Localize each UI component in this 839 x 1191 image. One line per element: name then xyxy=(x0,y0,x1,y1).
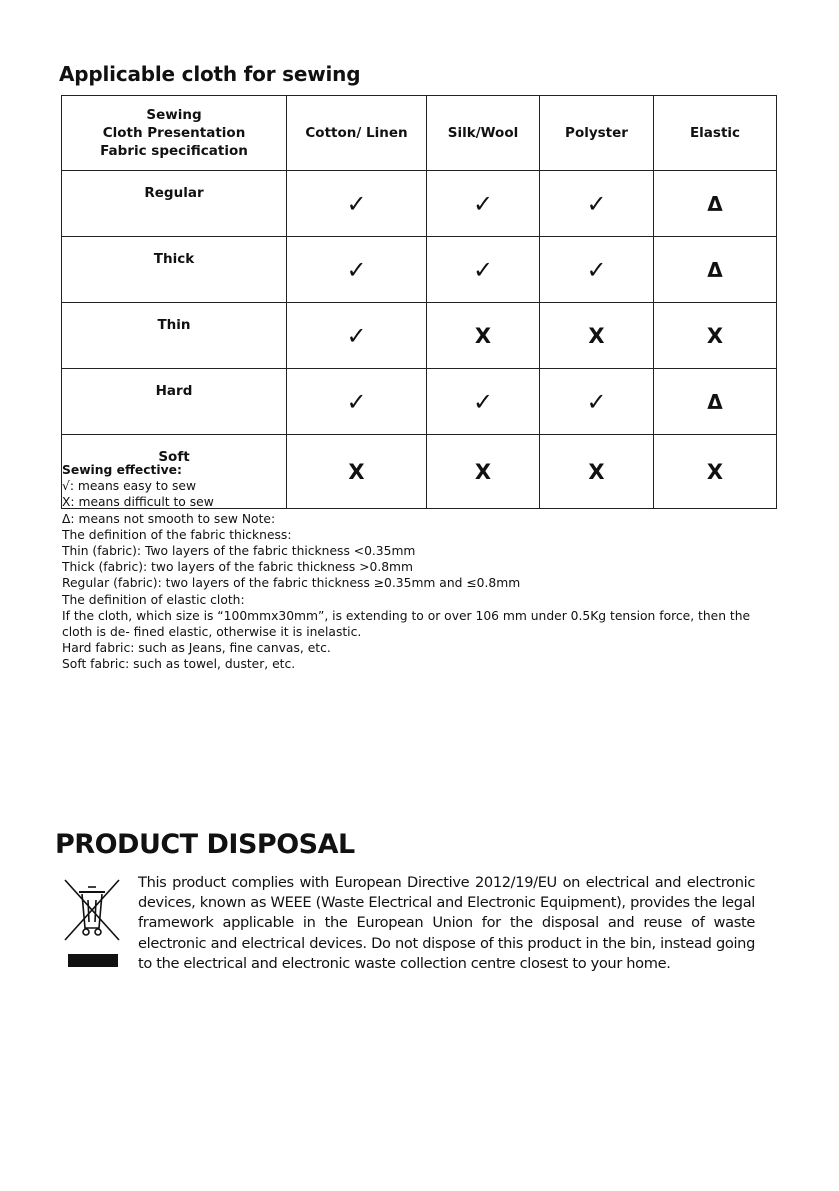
legend-line: The definition of the fabric thickness: xyxy=(62,527,292,542)
cross-mark-icon: X xyxy=(706,459,724,484)
cross-mark-icon: X xyxy=(474,459,492,484)
mark-cell xyxy=(427,303,540,369)
column-header: Cotton/ Linen xyxy=(287,96,427,171)
mark-cell xyxy=(654,303,777,369)
cross-mark-icon: X xyxy=(588,323,605,348)
row-label: Soft xyxy=(62,435,287,509)
row-label: Regular xyxy=(62,171,287,237)
disposal-text: This product complies with European Directive 2012/19/EU on electrical and electronic devices, known as WEEE (Waste Electrical and Electronic Equipment), provides the legal framework applicable in the European Union for the disposal and reuse of waste electronic and electrical devices. Do not dispose of this product in the bin, instead going to the electrical and electronic waste collection centre closest to your home. xyxy=(138,874,755,972)
header-stack-cell xyxy=(62,96,287,171)
table-row xyxy=(62,171,777,237)
mark-cell xyxy=(540,171,654,237)
header-line: Sewing xyxy=(146,107,202,123)
legend-block xyxy=(62,459,777,673)
mark-cell xyxy=(540,303,654,369)
check-mark-icon: ✓ xyxy=(346,189,367,218)
legend-line: Soft fabric: such as towel, duster, etc. xyxy=(62,657,296,672)
column-header: Polyster xyxy=(540,96,654,171)
cross-mark-icon: X xyxy=(474,323,492,348)
row-label: Thin xyxy=(62,303,287,369)
check-mark-icon: ✓ xyxy=(472,189,494,218)
triangle-mark-icon: Δ xyxy=(707,389,723,414)
fabric-table xyxy=(61,95,777,509)
legend-line: Regular (fabric): two layers of the fabric thickness ≥0.35mm and ≤0.8mm xyxy=(62,576,521,591)
mark-cell xyxy=(287,171,427,237)
section-title: Applicable cloth for sewing xyxy=(59,62,361,86)
check-mark-icon: ✓ xyxy=(472,255,494,284)
mark-cell xyxy=(427,171,540,237)
table-header-row xyxy=(62,96,777,171)
mark-cell xyxy=(287,303,427,369)
check-mark-icon: ✓ xyxy=(472,387,494,416)
legend-line: Thick (fabric): two layers of the fabric thickness >0.8mm xyxy=(62,560,414,575)
legend-line: X: means difficult to sew xyxy=(62,495,214,510)
row-label: Hard xyxy=(62,369,287,435)
check-mark-icon: ✓ xyxy=(346,387,367,416)
column-header: Elastic xyxy=(654,96,777,171)
mark-cell xyxy=(427,369,540,435)
mark-cell xyxy=(654,171,777,237)
header-line: Fabric specification xyxy=(100,143,248,159)
mark-cell xyxy=(540,237,654,303)
mark-cell xyxy=(287,237,427,303)
check-mark-icon: ✓ xyxy=(586,255,607,284)
cross-mark-icon: X xyxy=(348,459,365,484)
row-label: Thick xyxy=(62,237,287,303)
triangle-mark-icon: Δ xyxy=(707,191,723,216)
table-row xyxy=(62,237,777,303)
check-mark-icon: ✓ xyxy=(346,255,367,284)
legend-heading: Sewing effective: xyxy=(62,463,182,477)
mark-cell xyxy=(654,237,777,303)
cross-mark-icon: X xyxy=(588,459,605,484)
check-mark-icon: ✓ xyxy=(346,321,367,350)
disposal-title: PRODUCT DISPOSAL xyxy=(55,829,355,860)
legend-line: Thin (fabric): Two layers of the fabric thickness <0.35mm xyxy=(62,544,416,559)
weee-bin-icon xyxy=(62,878,122,970)
table-row xyxy=(62,303,777,369)
mark-cell xyxy=(287,369,427,435)
legend-line: Hard fabric: such as Jeans, fine canvas, etc. xyxy=(62,641,331,656)
check-mark-icon: ✓ xyxy=(586,387,607,416)
cross-mark-icon: X xyxy=(706,323,724,348)
check-mark-icon: ✓ xyxy=(586,189,607,218)
legend-line: Δ: means not smooth to sew Note: xyxy=(62,511,276,526)
mark-cell xyxy=(427,237,540,303)
table-row xyxy=(62,369,777,435)
header-line: Cloth Presentation xyxy=(102,125,246,141)
column-header: Silk/Wool xyxy=(427,96,540,171)
mark-cell xyxy=(540,369,654,435)
legend-line: The definition of elastic cloth: xyxy=(62,592,245,607)
legend-line: If the cloth, which size is “100mmx30mm”, is extending to or over 106 mm under 0.5Kg tension force, then the cloth is de- fined elastic, otherwise it is inelastic. xyxy=(62,608,751,640)
legend-line: √: means easy to sew xyxy=(62,479,197,494)
triangle-mark-icon: Δ xyxy=(707,257,723,282)
mark-cell xyxy=(654,369,777,435)
